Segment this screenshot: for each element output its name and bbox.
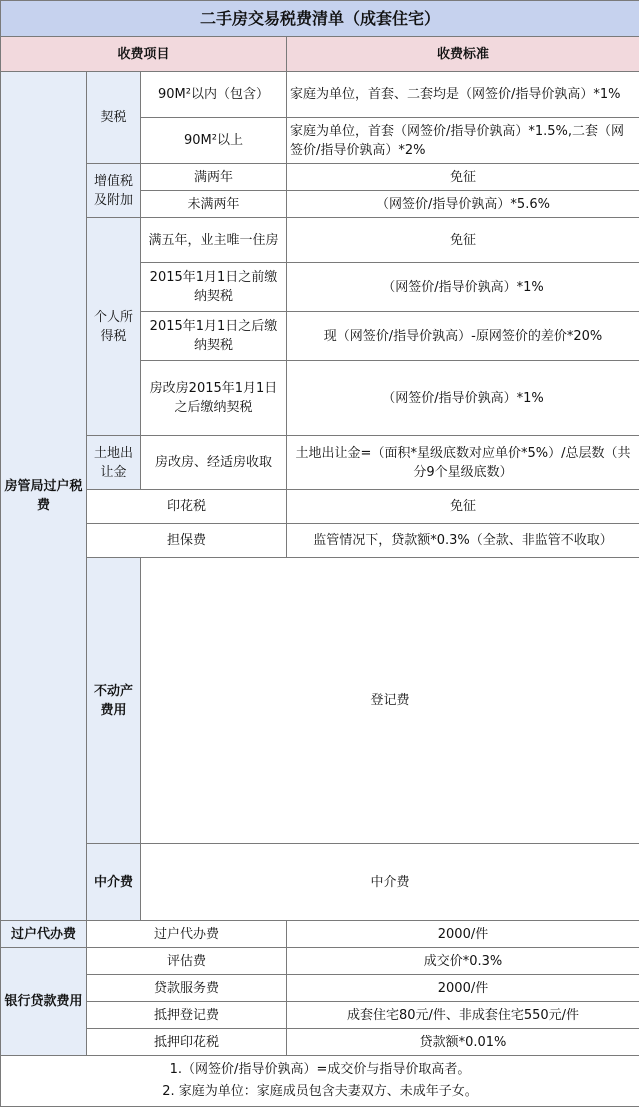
std-dydj: 成套住宅80元/件、非成套住宅550元/件 [287,1002,639,1029]
label-pinggu: 评估费 [87,948,287,975]
cond-tdcr: 房改房、经适房收取 [141,436,287,490]
cond-zzs-1: 满两年 [141,164,287,191]
group-ghdb: 过户代办费 [1,921,87,948]
std-dkfw: 2000/件 [287,975,639,1002]
std-qishui-1: 家庭为单位，首套、二套均是（网签价/指导价孰高）*1% [287,72,639,118]
note-1: 1.（网签价/指导价孰高）=成交价与指导价取高者。 [4,1059,636,1081]
cond-grsds-2: 2015年1月1日之前缴纳契税 [141,263,287,312]
std-zzs-2: （网签价/指导价孰高）*5.6% [287,191,639,218]
std-grsds-2: （网签价/指导价孰高）*1% [287,263,639,312]
cond-grsds-3: 2015年1月1日之后缴纳契税 [141,312,287,361]
std-grsds-3: 现（网签价/指导价孰高）-原网签价的差价*20% [287,312,639,361]
label-dkfw: 贷款服务费 [87,975,287,1002]
group-bdc: 不动产费用 [87,558,141,844]
header-standard: 收费标准 [287,37,639,72]
label-danbao: 担保费 [87,524,287,558]
std-zzs-1: 免征 [287,164,639,191]
label-dydj: 抵押登记费 [87,1002,287,1029]
std-qishui-2: 家庭为单位，首套（网签价/指导价孰高）*1.5%,二套（网签价/指导价孰高）*2% [287,118,639,164]
cond-grsds-1: 满五年，业主唯一住房 [141,218,287,263]
label-tdcr: 土地出让金 [87,436,141,490]
header-item: 收费项目 [1,37,287,72]
label-dengji: 登记费 [141,558,639,844]
std-grsds-1: 免征 [287,218,639,263]
label-zzs: 增值税及附加 [87,164,141,218]
std-danbao: 监管情况下，贷款额*0.3%（全款、非监管不收取） [287,524,639,558]
cond-qishui-1: 90M²以内（包含） [141,72,287,118]
note-2: 2. 家庭为单位：家庭成员包含夫妻双方、未成年子女。 [4,1081,636,1103]
std-pinggu: 成交价*0.3% [287,948,639,975]
cond-zzs-2: 未满两年 [141,191,287,218]
table-title: 二手房交易税费清单（成套住宅） [1,1,639,37]
cond-grsds-4: 房改房2015年1月1日之后缴纳契税 [141,361,287,436]
label-yinhua: 印花税 [87,490,287,524]
std-yinhua: 免征 [287,490,639,524]
label-grsds: 个人所得税 [87,218,141,436]
label-zhongjie: 中介费 [141,844,639,921]
label-dyyh: 抵押印花税 [87,1029,287,1056]
notes [1,1056,639,1107]
group-yhdk: 银行贷款费用 [1,948,87,1056]
group-fgj: 房管局过户税费 [1,72,87,921]
group-zj: 中介费 [87,844,141,921]
std-grsds-4: （网签价/指导价孰高）*1% [287,361,639,436]
label-qishui: 契税 [87,72,141,164]
std-dyyh: 贷款额*0.01% [287,1029,639,1056]
std-tdcr: 土地出让金=（面积*星级底数对应单价*5%）/总层数（共分9个星级底数） [287,436,639,490]
label-daiban: 过户代办费 [87,921,287,948]
std-daiban: 2000/件 [287,921,639,948]
cond-qishui-2: 90M²以上 [141,118,287,164]
